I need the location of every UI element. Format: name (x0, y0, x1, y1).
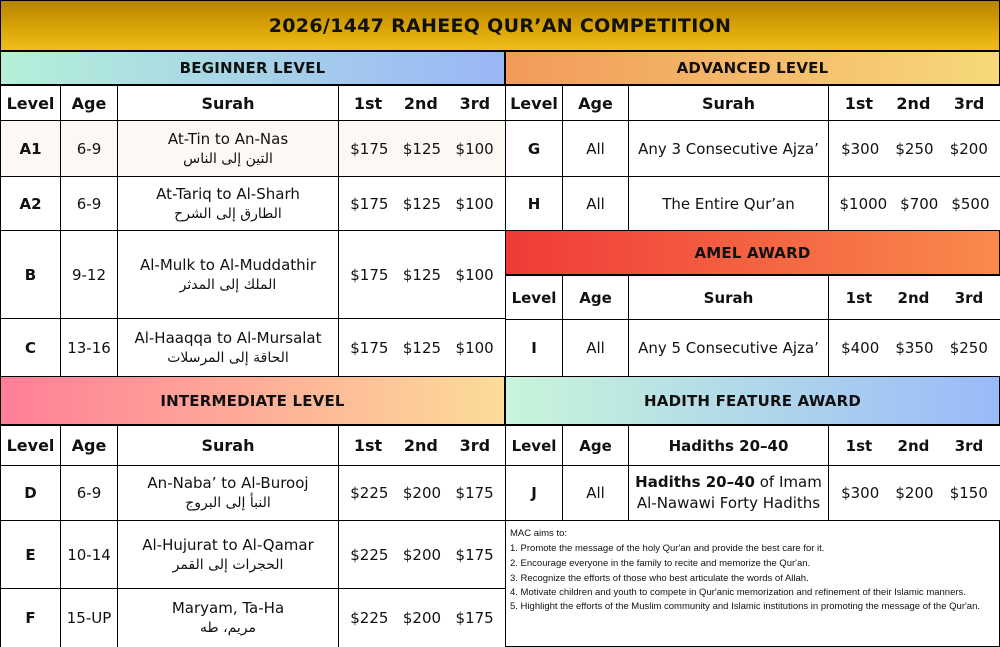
surah-cell (118, 466, 339, 521)
prizes-cell (339, 466, 506, 521)
col-prizes (339, 86, 506, 121)
col-first: 1st (353, 93, 383, 113)
table-row (506, 177, 1000, 231)
prize-third: $100 (455, 265, 494, 284)
prizes-cell (339, 121, 506, 177)
beginner-header-row (1, 86, 506, 121)
prize-third: $100 (455, 139, 494, 158)
prize-second: $125 (402, 265, 442, 284)
col-second: 2nd (403, 436, 438, 455)
col-second: 2nd (897, 436, 930, 455)
beginner-table (0, 85, 506, 377)
col-prizes (339, 426, 506, 466)
col-level: Level (506, 426, 563, 466)
prizes-cell (339, 589, 506, 647)
table-row (1, 177, 506, 231)
col-age: Age (61, 86, 118, 121)
col-age: Age (563, 276, 629, 320)
prize-second: $200 (402, 484, 442, 502)
col-level: Level (506, 86, 563, 121)
prize-third: $100 (455, 194, 494, 213)
prizes-cell (829, 121, 1000, 177)
level-cell: B (1, 231, 61, 319)
col-third: 3rd (459, 436, 491, 455)
amel-header: AMEL AWARD (505, 230, 1000, 275)
intermediate-table (0, 425, 506, 647)
mac-aim-item: 4. Motivate children and youth to compete in Qur'anic memorization and refinement of their Islamic manners. (510, 587, 966, 598)
hadith-range: Hadiths 20–40 (635, 473, 755, 491)
table-row (1, 231, 506, 319)
surah-english: Al-Mulk to Al-Muddathir (140, 255, 316, 274)
col-level: Level (506, 276, 563, 320)
col-surah: Surah (118, 86, 339, 121)
surah-cell: Any 5 Consecutive Ajza’ (629, 320, 829, 377)
prize-first: $175 (350, 338, 389, 357)
level-cell: A1 (1, 121, 61, 177)
level-cell: G (506, 121, 563, 177)
advanced-header-row (506, 86, 1000, 121)
age-cell: 10-14 (61, 521, 118, 589)
surah-cell (118, 231, 339, 319)
mac-aims-box (505, 520, 1000, 647)
surah-english: At-Tariq to Al-Sharh (156, 184, 300, 203)
table-row (1, 589, 506, 647)
col-first: 1st (844, 93, 874, 113)
age-cell: All (563, 320, 629, 377)
col-surah: Surah (629, 276, 829, 320)
col-prizes (829, 426, 1000, 466)
hadith-header: HADITH FEATURE AWARD (505, 376, 1000, 425)
col-level: Level (1, 426, 61, 466)
prize-first: $300 (841, 139, 880, 158)
prize-first: $1000 (839, 194, 888, 213)
prize-second: $350 (895, 339, 934, 357)
surah-arabic: الملك إلى المدثر (179, 276, 277, 293)
prize-second: $700 (900, 194, 939, 213)
surah-english: Al-Hujurat to Al-Qamar (142, 535, 314, 554)
prizes-cell (339, 177, 506, 231)
prize-second: $125 (402, 139, 442, 158)
surah-cell (118, 121, 339, 177)
prize-first: $400 (841, 339, 880, 357)
surah-arabic: التين إلى الناس (183, 150, 273, 167)
col-second: 2nd (897, 288, 930, 307)
table-row (506, 466, 1000, 521)
hadith-panel (505, 376, 1000, 647)
prize-third: $150 (949, 484, 988, 502)
age-cell: All (563, 121, 629, 177)
level-cell: C (1, 319, 61, 377)
col-second: 2nd (403, 93, 438, 113)
prizes-cell (339, 319, 506, 377)
col-second: 2nd (896, 93, 931, 113)
prizes-cell (829, 466, 1000, 521)
advanced-header: ADVANCED LEVEL (505, 51, 1000, 85)
table-row (506, 320, 1000, 377)
age-cell: 6-9 (61, 177, 118, 231)
prize-second: $250 (895, 139, 934, 158)
prize-first: $300 (841, 484, 880, 502)
col-age: Age (563, 426, 629, 466)
surah-cell (118, 319, 339, 377)
prize-first: $175 (350, 194, 389, 213)
col-prizes (829, 276, 1000, 320)
prizes-cell (339, 521, 506, 589)
col-age: Age (563, 86, 629, 121)
age-cell: 6-9 (61, 466, 118, 521)
col-first: 1st (845, 436, 873, 455)
table-row (1, 466, 506, 521)
surah-arabic: مريم، طه (199, 620, 257, 636)
surah-arabic: الحاقة إلى المرسلات (167, 349, 289, 366)
prize-third: $175 (455, 545, 494, 564)
table-row (506, 121, 1000, 177)
prize-second: $200 (402, 545, 442, 564)
level-cell: H (506, 177, 563, 231)
hadith-text-2: Al-Nawawi Forty Hadiths (636, 494, 821, 512)
mac-aim-item: 1. Promote the message of the holy Qur'an and provide the best care for it. (510, 543, 825, 554)
table-row (1, 521, 506, 589)
intermediate-panel (0, 376, 505, 647)
age-cell: 9-12 (61, 231, 118, 319)
level-cell: D (1, 466, 61, 521)
col-first: 1st (353, 436, 383, 455)
col-hadiths: Hadiths 20–40 (629, 426, 829, 466)
prize-first: $225 (350, 609, 389, 627)
prize-second: $200 (402, 609, 442, 627)
advanced-panel (505, 51, 1000, 376)
col-level: Level (1, 86, 61, 121)
prize-third: $200 (949, 139, 988, 158)
amel-header-row (506, 276, 1000, 320)
col-age: Age (61, 426, 118, 466)
col-third: 3rd (953, 93, 985, 113)
col-first: 1st (845, 288, 873, 307)
prize-second: $125 (402, 338, 442, 357)
age-cell: All (563, 466, 629, 521)
prize-first: $225 (350, 545, 389, 564)
age-cell: 6-9 (61, 121, 118, 177)
surah-english: At-Tin to An-Nas (167, 129, 289, 148)
surah-cell (118, 177, 339, 231)
col-third: 3rd (954, 288, 984, 307)
mac-aim-item: 2. Encourage everyone in the family to recite and memorize the Qur'an. (510, 558, 811, 569)
age-cell: 15-UP (61, 589, 118, 647)
prize-third: $175 (455, 609, 494, 627)
prizes-cell (829, 177, 1000, 231)
prize-first: $175 (350, 265, 389, 284)
hadith-table (505, 425, 1000, 521)
beginner-header: BEGINNER LEVEL (0, 51, 505, 85)
surah-arabic: الطارق إلى الشرح (174, 205, 282, 222)
prize-third: $500 (951, 194, 990, 213)
col-third: 3rd (954, 436, 984, 455)
table-row (1, 121, 506, 177)
prize-first: $175 (350, 139, 389, 158)
level-cell: I (506, 320, 563, 377)
hadith-cell (629, 466, 829, 521)
amel-table (505, 275, 1000, 377)
page-title: 2026/1447 RAHEEQ QUR’AN COMPETITION (0, 0, 1000, 51)
table-row (1, 319, 506, 377)
level-cell: A2 (1, 177, 61, 231)
surah-cell (118, 589, 339, 647)
mac-intro: MAC aims to: (510, 528, 568, 539)
col-surah: Surah (629, 86, 829, 121)
level-cell: F (1, 589, 61, 647)
prize-third: $250 (949, 339, 988, 357)
hadith-header-row (506, 426, 1000, 466)
prize-second: $200 (895, 484, 934, 502)
age-cell: All (563, 177, 629, 231)
hadith-text-1: of Imam (754, 473, 822, 491)
col-surah: Surah (118, 426, 339, 466)
surah-english: Maryam, Ta-Ha (171, 599, 285, 617)
prize-second: $125 (402, 194, 442, 213)
level-cell: E (1, 521, 61, 589)
surah-arabic: النبأ إلى البروج (185, 495, 271, 511)
prize-third: $100 (455, 338, 494, 357)
surah-cell (118, 521, 339, 589)
surah-arabic: الحجرات إلى القمر (172, 556, 284, 573)
surah-english: An-Naba’ to Al-Burooj (147, 474, 309, 492)
prizes-cell (339, 231, 506, 319)
surah-english: Al-Haaqqa to Al-Mursalat (134, 328, 322, 347)
prize-third: $175 (455, 484, 494, 502)
mac-aim-item: 3. Recognize the efforts of those who best articulate the words of Allah. (510, 573, 809, 584)
prize-first: $225 (350, 484, 389, 502)
advanced-table (505, 85, 1000, 231)
intermediate-header: INTERMEDIATE LEVEL (0, 376, 505, 425)
surah-cell: Any 3 Consecutive Ajza’ (629, 121, 829, 177)
age-cell: 13-16 (61, 319, 118, 377)
mac-aim-item: 5. Highlight the efforts of the Muslim community and Islamic institutions in promoting the message of the Qur'an. (510, 601, 980, 612)
col-prizes (829, 86, 1000, 121)
prizes-cell (829, 320, 1000, 377)
beginner-panel (0, 51, 505, 376)
col-third: 3rd (459, 93, 491, 113)
level-cell: J (506, 466, 563, 521)
surah-cell: The Entire Qur’an (629, 177, 829, 231)
intermediate-header-row (1, 426, 506, 466)
